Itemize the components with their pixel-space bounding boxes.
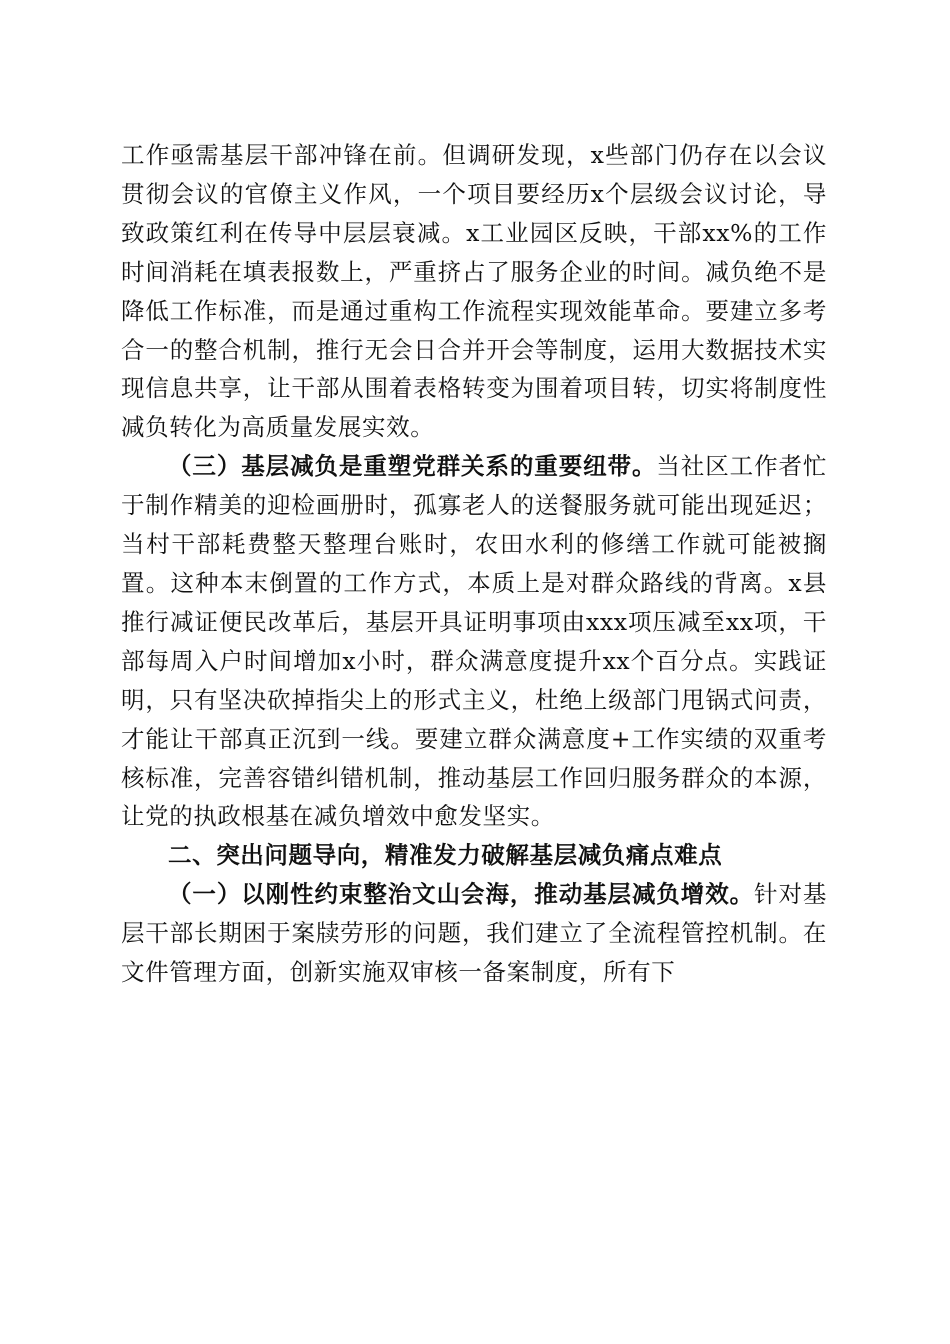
body-paragraph-2 bbox=[121, 447, 827, 836]
paragraph-3-lead: （一）以刚性约束整治文山会海，推动基层减负增效。 bbox=[168, 880, 755, 909]
paragraph-3-body: 针对基层干部长期困于案牍劳形的问题，我们建立了全流程管控机制。在文件管理方面，创新实施双审核一备案制度，所有下 bbox=[121, 880, 827, 987]
document-page bbox=[121, 136, 827, 992]
section-heading: 二、突出问题导向，精准发力破解基层减负痛点难点 bbox=[168, 841, 723, 870]
body-paragraph-3 bbox=[121, 875, 827, 992]
body-paragraph-1: 工作亟需基层干部冲锋在前。但调研发现，x些部门仍存在以会议贯彻会议的官僚主义作风，一个项目要经历x个层级会议讨论，导致政策红利在传导中层层衰减。x工业园区反映，干部xx%的工作时间消耗在填表报数上，严重挤占了服务企业的时间。减负绝不是降低工作标准，而是通过重构工作流程实现效能革命。要建立多考合一的整合机制，推行无会日合并开会等制度，运用大数据技术实现信息共享，让干部从围着表格转变为围着项目转，切实将制度性减负转化为高质量发展实效。 bbox=[121, 141, 827, 442]
paragraph-2-body: 当社区工作者忙于制作精美的迎检画册时，孤寡老人的送餐服务就可能出现延迟；当村干部耗费整天整理台账时，农田水利的修缮工作就可能被搁置。这种本末倒置的工作方式，本质上是对群众路线的背离。x县推行减证便民改革后，基层开具证明事项由xxx项压减至xx项，干部每周入户时间增加x小时，群众满意度提升xx个百分点。实践证明，只有坚决砍掉指尖上的形式主义，杜绝上级部门甩锅式问责，才能让干部真正沉到一线。要建立群众满意度+工作实绩的双重考核标准，完善容错纠错机制，推动基层工作回归服务群众的本源，让党的执政根基在减负增效中愈发坚实。 bbox=[121, 452, 828, 831]
paragraph-2-lead: （三）基层减负是重塑党群关系的重要纽带。 bbox=[168, 452, 657, 481]
